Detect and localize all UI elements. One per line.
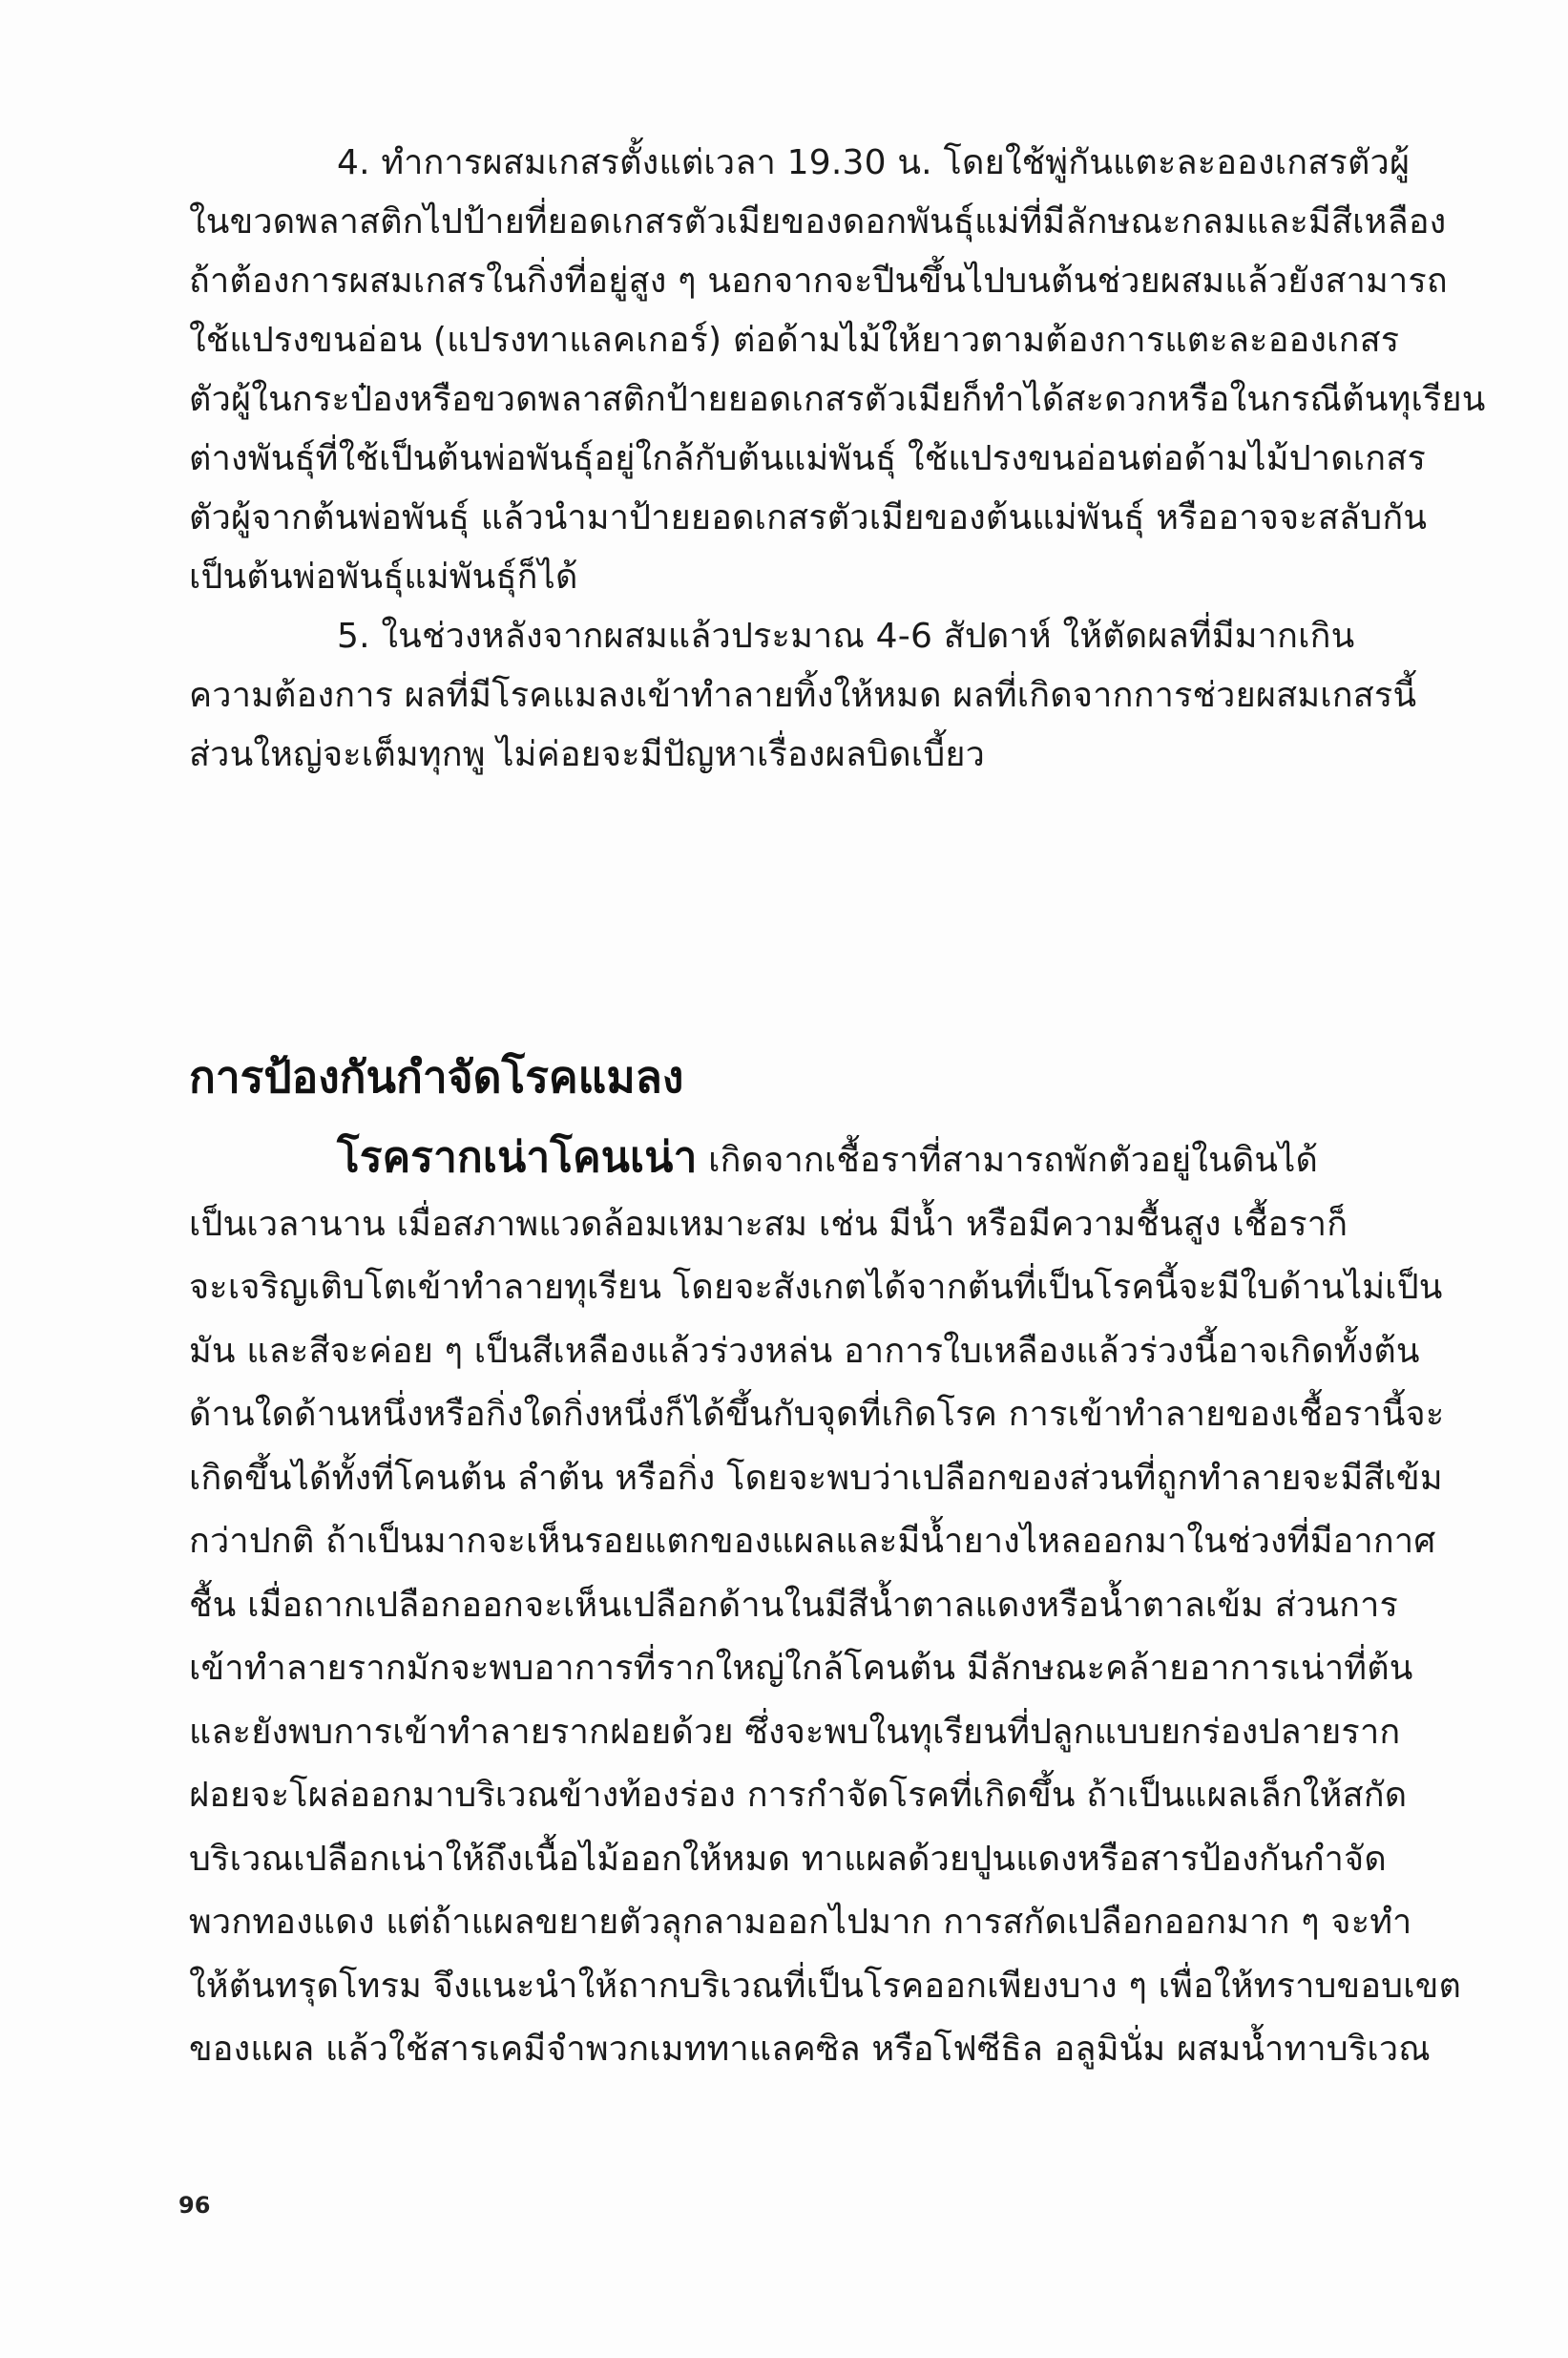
paragraph-step-4 — [189, 134, 1486, 607]
text-line: พวกทองแดง แต่ถ้าแผลขยายตัวลุกลามออกไปมาก การสกัดเปลือกออกมาก ๆ จะทำ — [189, 1903, 1412, 1942]
text-line: เข้าทำลายรากมักจะพบอาการที่รากใหญ่ใกล้โคนต้น มีลักษณะคล้ายอาการเน่าที่ต้น — [189, 1649, 1413, 1688]
text-line: ความต้องการ ผลที่มีโรคแมลงเข้าทำลายทิ้งให้หมด ผลที่เกิดจากการช่วยผสมเกสรนี้ — [189, 676, 1417, 715]
text-line: กว่าปกติ ถ้าเป็นมากจะเห็นรอยแตกของแผลและมีน้ำยางไหลออกมาในช่วงที่มีอากาศ — [189, 1522, 1436, 1561]
text-line: ฝอยจะโผล่ออกมาบริเวณข้างท้องร่อง การกำจัดโรคที่เกิดขึ้น ถ้าเป็นแผลเล็กให้สกัด — [189, 1776, 1408, 1815]
text-line: ใช้แปรงขนอ่อน (แปรงทาแลคเกอร์) ต่อด้ามไม้ให้ยาวตามต้องการแตะละอองเกสร — [189, 321, 1400, 360]
text-block-pollination — [189, 134, 1486, 785]
text-line: ต่างพันธุ์ที่ใช้เป็นต้นพ่อพันธุ์อยู่ใกล้กับต้นแม่พันธุ์ ใช้แปรงขนอ่อนต่อด้ามไม้ปาดเกสร — [189, 439, 1426, 478]
section-heading: การป้องกันกำจัดโรคแมลง — [189, 1051, 684, 1103]
text-line: 4. ทำการผสมเกสรตั้งแต่เวลา 19.30 น. โดยใช้พู่กันแตะละอองเกสรตัวผู้ — [337, 143, 1411, 182]
text-line: 5. ในช่วงหลังจากผสมแล้วประมาณ 4-6 สัปดาห์ ให้ตัดผลที่มีมากเกิน — [337, 617, 1355, 656]
text-block-root-rot — [189, 1126, 1462, 2082]
text-fragment: เกิดจากเชื้อราที่สามารถพักตัวอยู่ในดินได้ — [697, 1141, 1319, 1180]
text-line: จะเจริญเติบโตเข้าทำลายทุเรียน โดยจะสังเกตได้จากต้นที่เป็นโรคนี้จะมีใบด้านไม่เป็น — [189, 1268, 1443, 1307]
text-line: บริเวณเปลือกเน่าให้ถึงเนื้อไม้ออกให้หมด ทาแผลด้วยปูนแดงหรือสารป้องกันกำจัด — [189, 1839, 1387, 1879]
text-line: และยังพบการเข้าทำลายรากฝอยด้วย ซึ่งจะพบในทุเรียนที่ปลูกแบบยกร่องปลายราก — [189, 1712, 1401, 1752]
text-line: ในขวดพลาสติกไปป้ายที่ยอดเกสรตัวเมียของดอกพันธุ์แม่ที่มีลักษณะกลมและมีสีเหลือง — [189, 202, 1447, 242]
text-line: ด้านใดด้านหนึ่งหรือกิ่งใดกิ่งหนึ่งก็ได้ขึ้นกับจุดที่เกิดโรค การเข้าทำลายของเชื้อรานี้จะ — [189, 1395, 1445, 1434]
text-line-first — [189, 1126, 1430, 1193]
text-line: ให้ต้นทรุดโทรม จึงแนะนำให้ถากบริเวณที่เป็นโรคออกเพียงบาง ๆ เพื่อให้ทราบขอบเขต — [189, 1966, 1462, 2006]
text-line: ตัวผู้ในกระป๋องหรือขวดพลาสติกป้ายยอดเกสรตัวเมียก็ทำได้สะดวกหรือในกรณีต้นทุเรียน — [189, 380, 1486, 419]
text-line: มัน และสีจะค่อย ๆ เป็นสีเหลืองแล้วร่วงหล่น อาการใบเหลืองแล้วร่วงนี้อาจเกิดทั้งต้น — [189, 1331, 1420, 1371]
text-line: ของแผล แล้วใช้สารเคมีจำพวกเมททาแลคซิล หรือโฟซีธิล อลูมินั่ม ผสมน้ำทาบริเวณ — [189, 2030, 1431, 2069]
text-line: ส่วนใหญ่จะเต็มทุกพู ไม่ค่อยจะมีปัญหาเรื่องผลบิดเบี้ยว — [189, 735, 986, 774]
text-line: ถ้าต้องการผสมเกสรในกิ่งที่อยู่สูง ๆ นอกจากจะปีนขึ้นไปบนต้นช่วยผสมแล้วยังสามารถ — [189, 262, 1448, 301]
text-line: เป็นต้นพ่อพันธุ์แม่พันธุ์ก็ได้ — [189, 558, 578, 597]
text-line: ตัวผู้จากต้นพ่อพันธุ์ แล้วนำมาป้ายยอดเกสรตัวเมียของต้นแม่พันธุ์ หรืออาจจะสลับกัน — [189, 498, 1428, 537]
text-line: เกิดขึ้นได้ทั้งที่โคนต้น ลำต้น หรือกิ่ง โดยจะพบว่าเปลือกของส่วนที่ถูกทำลายจะมีสีเข้ม — [189, 1458, 1443, 1498]
disease-name: โรครากเน่าโคนเน่า — [337, 1133, 698, 1182]
text-line: ชื้น เมื่อถากเปลือกออกจะเห็นเปลือกด้านในมีสีน้ำตาลแดงหรือน้ำตาลเข้ม ส่วนการ — [189, 1585, 1399, 1625]
page-number: 96 — [178, 2192, 211, 2219]
paragraph-step-5 — [189, 607, 1430, 785]
text-line: เป็นเวลานาน เมื่อสภาพแวดล้อมเหมาะสม เช่น มีน้ำ หรือมีความชื้นสูง เชื้อราก็ — [189, 1204, 1348, 1244]
